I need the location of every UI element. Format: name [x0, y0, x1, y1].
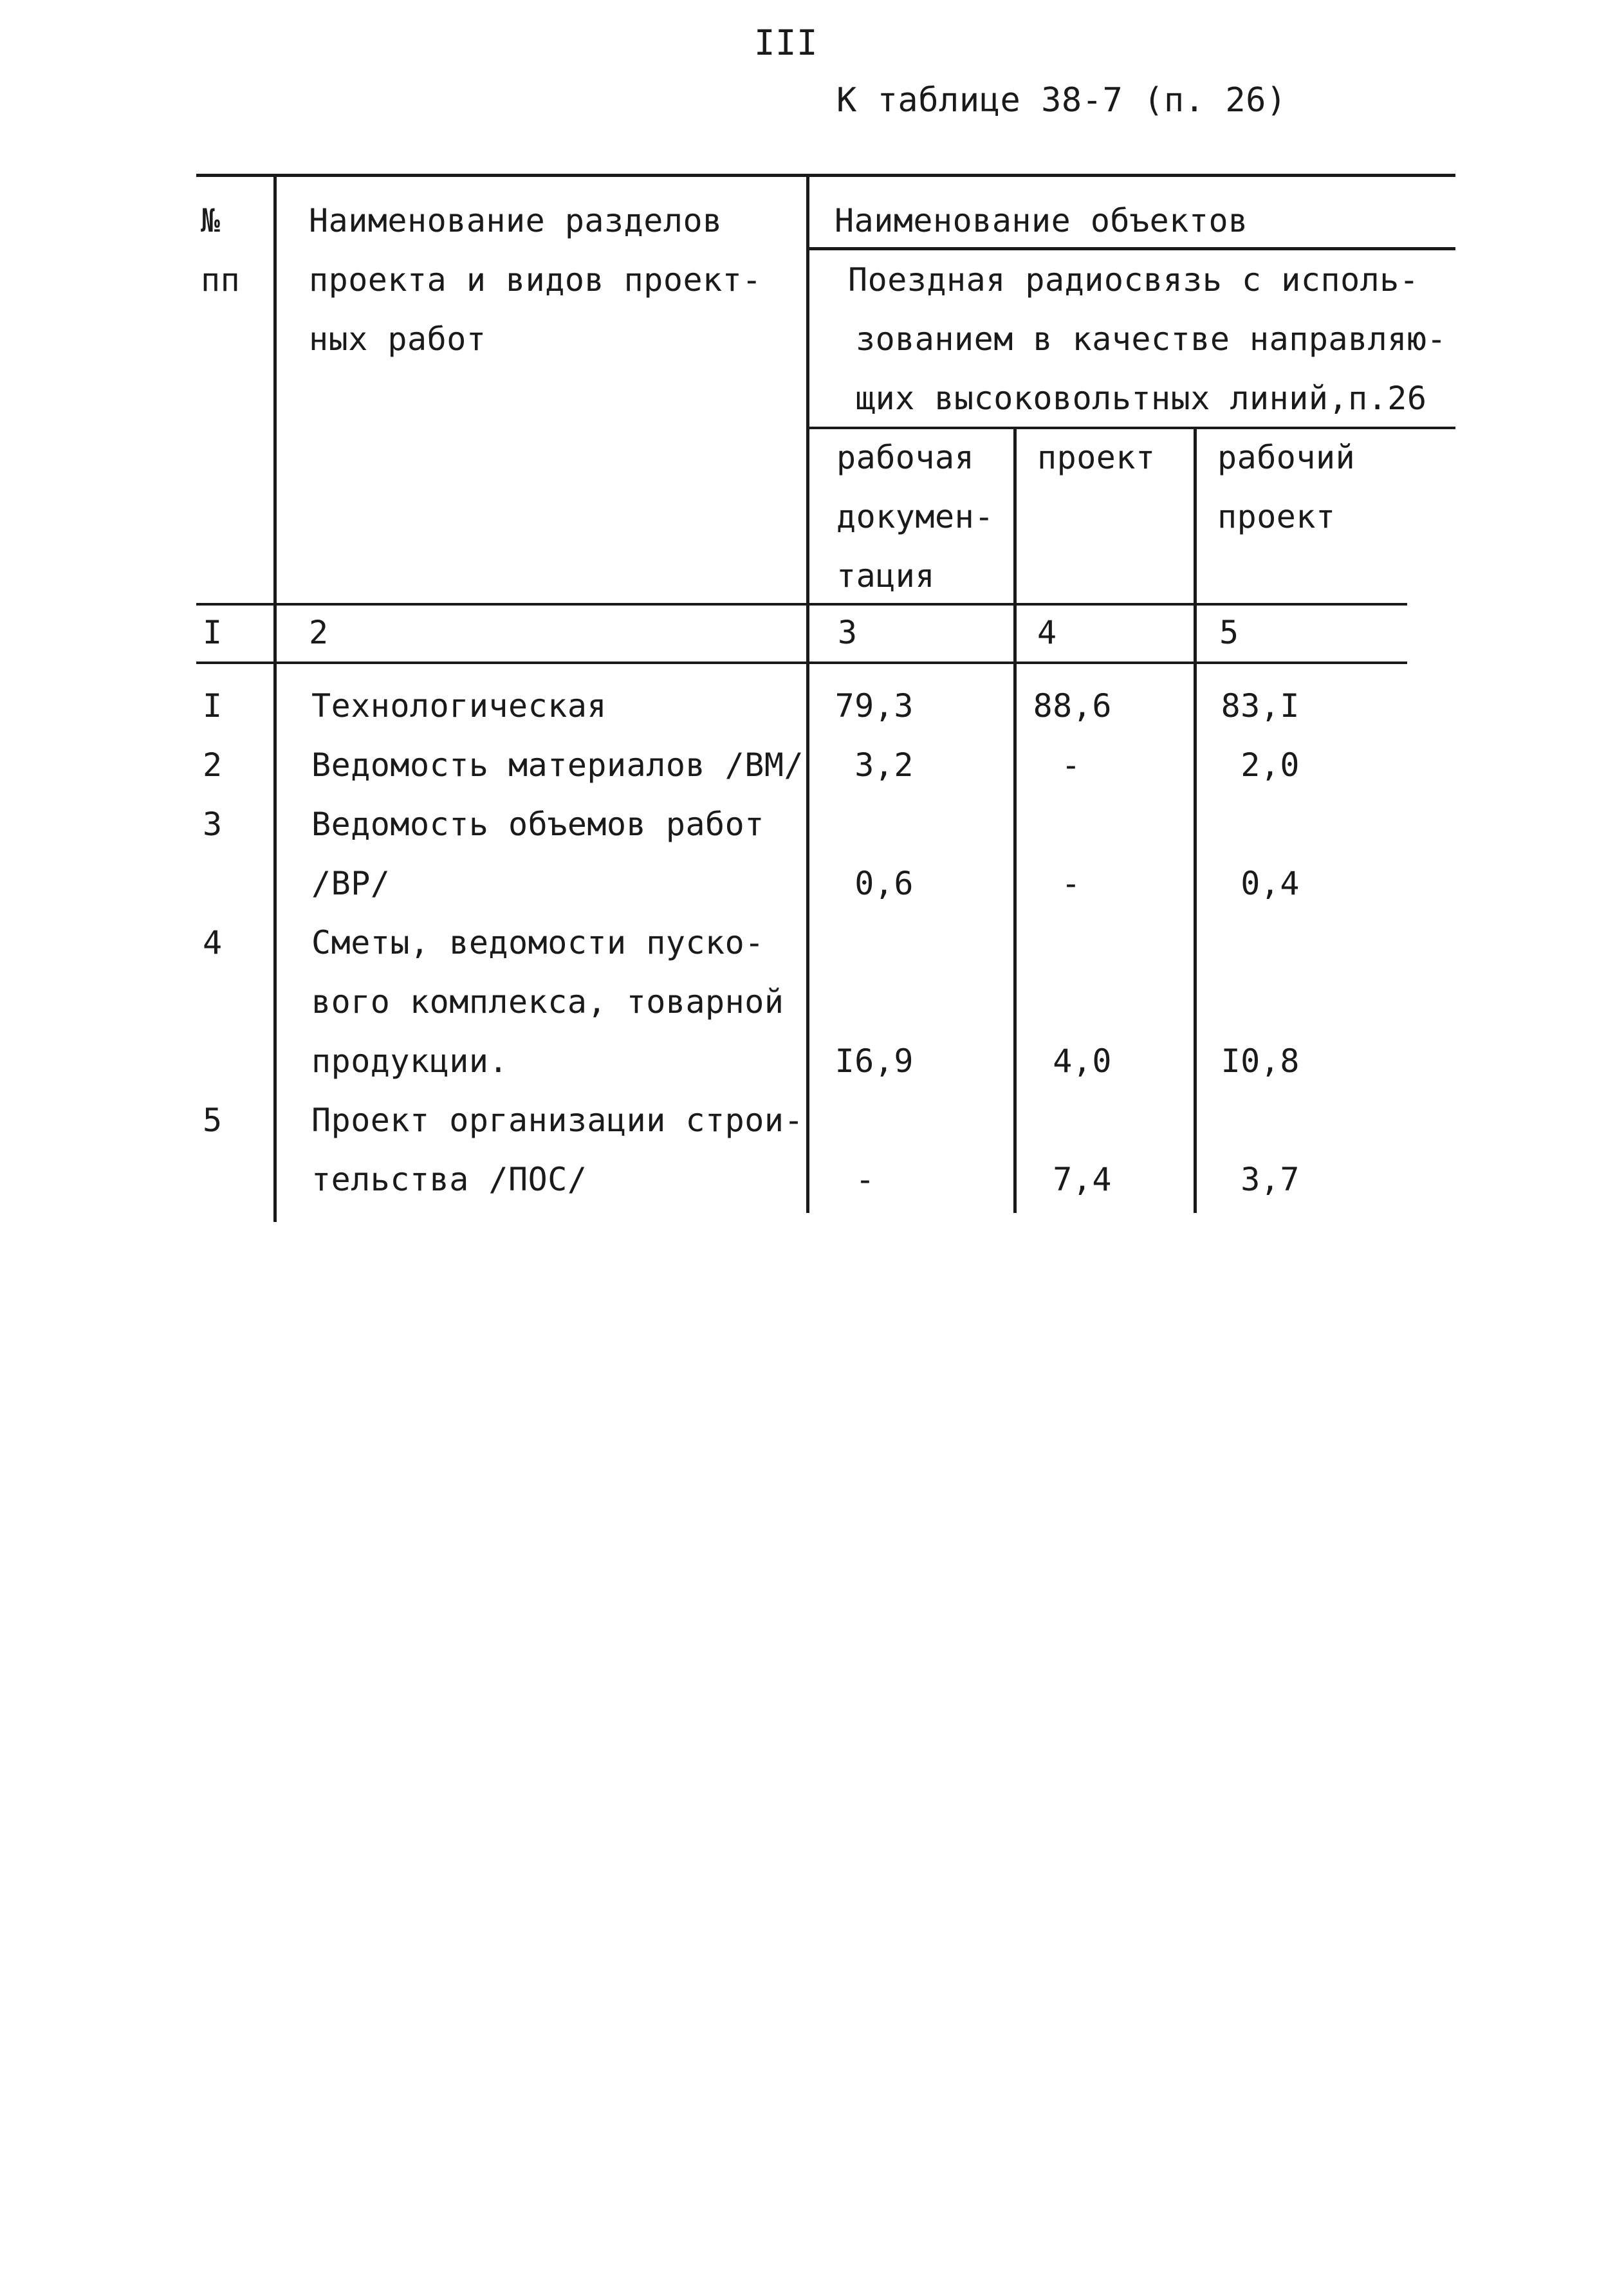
row-4-col4: 4,0: [1053, 1042, 1112, 1080]
row-1-col3: 79,3: [835, 687, 914, 725]
header-object-line-3: щих высоковольтных линий,п.26: [856, 380, 1427, 417]
header-name-line-3: ных работ: [309, 320, 486, 358]
row-3-name-line-1: Ведомость объемов работ: [311, 806, 764, 843]
row-2-col4: -: [1061, 746, 1081, 784]
row-4-col3: I6,9: [835, 1042, 914, 1080]
row-3-no: 3: [203, 806, 223, 843]
row-5-name-line-1: Проект организации строи-: [311, 1102, 804, 1139]
header-col3-line-2: докумен-: [836, 498, 994, 535]
header-name-line-2: проекта и видов проект-: [309, 261, 762, 299]
objects-title-rule: [807, 247, 1455, 250]
header-col3-line-3: тация: [836, 557, 936, 595]
row-3-col3: 0,6: [854, 865, 914, 902]
row-5-col3: -: [855, 1161, 875, 1198]
col-divider-3: [1013, 428, 1017, 1213]
object-name-rule: [807, 427, 1455, 429]
row-4-name-line-3: продукции.: [311, 1042, 509, 1080]
column-number-2: 2: [309, 614, 329, 651]
header-col4-line-1: проект: [1037, 439, 1156, 476]
column-number-5: 5: [1219, 614, 1239, 651]
table-top-rule: [196, 174, 1455, 177]
header-col5-line-1: рабочий: [1217, 439, 1356, 476]
column-number-1: I: [203, 614, 223, 651]
row-2-name-line-1: Ведомость материалов /ВМ/: [311, 746, 804, 784]
row-4-name-line-2: вого комплекса, товарной: [311, 983, 784, 1021]
row-3-col5: 0,4: [1241, 865, 1300, 902]
row-5-col5: 3,7: [1241, 1161, 1300, 1198]
row-1-col4: 88,6: [1033, 687, 1112, 725]
col-divider-1: [273, 177, 277, 1222]
row-1-name-line-1: Технологическая: [311, 687, 607, 725]
header-bottom-rule: [196, 603, 1407, 606]
row-4-no: 4: [203, 924, 223, 961]
page-number: III: [754, 23, 818, 63]
table-caption: К таблице 38-7 (п. 26): [836, 81, 1287, 120]
row-5-col4: 7,4: [1053, 1161, 1112, 1198]
row-4-name-line-1: Сметы, ведомости пуско-: [311, 924, 764, 961]
col-divider-2: [806, 174, 809, 1213]
header-col5-line-2: проект: [1217, 498, 1336, 535]
row-3-name-line-2: /ВР/: [311, 865, 391, 902]
row-5-no: 5: [203, 1102, 223, 1139]
header-object-line-2: зованием в качестве направляю-: [856, 320, 1447, 358]
row-4-col5: I0,8: [1221, 1042, 1300, 1080]
col-divider-4: [1194, 428, 1197, 1213]
row-3-col4: -: [1061, 865, 1081, 902]
row-2-col5: 2,0: [1241, 746, 1300, 784]
header-object-line-1: Поездная радиосвязь с исполь-: [848, 261, 1419, 299]
header-name-line-1: Наименование разделов: [309, 202, 723, 239]
header-col3-line-1: рабочая: [836, 439, 975, 476]
row-2-col3: 3,2: [854, 746, 914, 784]
header-no-line-1: №: [201, 202, 221, 239]
row-1-no: I: [203, 687, 223, 725]
column-numbers-rule: [196, 662, 1407, 664]
column-number-3: 3: [838, 614, 858, 651]
column-number-4: 4: [1037, 614, 1057, 651]
header-no-line-2: пп: [201, 261, 241, 299]
header-objects-title: Наименование объектов: [835, 202, 1248, 239]
row-2-no: 2: [203, 746, 223, 784]
row-1-col5: 83,I: [1221, 687, 1300, 725]
row-5-name-line-2: тельства /ПОС/: [311, 1161, 587, 1198]
